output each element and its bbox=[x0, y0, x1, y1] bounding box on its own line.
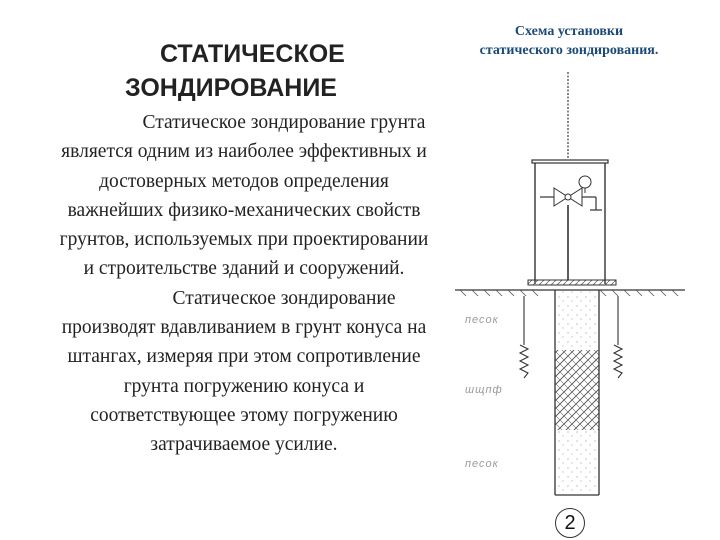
title-line-2: ЗОНДИРОВАНИЕ bbox=[125, 74, 337, 102]
body-text bbox=[52, 108, 436, 460]
scheme-title-line-1: Схема установки bbox=[514, 24, 624, 39]
sounding-rig-diagram bbox=[440, 60, 700, 510]
frame-top-beam bbox=[532, 160, 608, 163]
paragraph-definition: Статическое зондирование грунта является одним из наиболее эффективных и достоверных методов определения важнейших физико-механических свойств грунтов, используемых при проектировании и строительстве зданий и сооружений. bbox=[59, 112, 429, 280]
soil-label-sand-bottom: песок bbox=[465, 458, 499, 470]
layer-gravel bbox=[555, 350, 599, 430]
left-anchor bbox=[520, 296, 528, 378]
paragraph-method: Статическое зондирование производят вдавливанием в грунт конуса на штангах, измеряя при этом сопротивление грунта погружению конуса и соответствующее этому погружению затрачиваемое усилие. bbox=[61, 287, 427, 456]
title-line-1: СТАТИЧЕСКОЕ bbox=[160, 40, 345, 68]
layer-sand-bottom bbox=[555, 430, 599, 495]
valve-assembly bbox=[540, 176, 602, 210]
scheme-title-line-2: статического зондирования. bbox=[479, 43, 659, 58]
scheme-title bbox=[438, 22, 700, 60]
soil-label-sand-top: песок bbox=[465, 314, 499, 326]
soil-label-gravel: шщпф bbox=[465, 384, 503, 396]
base-plate bbox=[528, 280, 616, 285]
figure-number: 2 bbox=[555, 508, 585, 538]
right-anchor bbox=[614, 296, 622, 378]
layer-sand-top bbox=[555, 290, 599, 350]
